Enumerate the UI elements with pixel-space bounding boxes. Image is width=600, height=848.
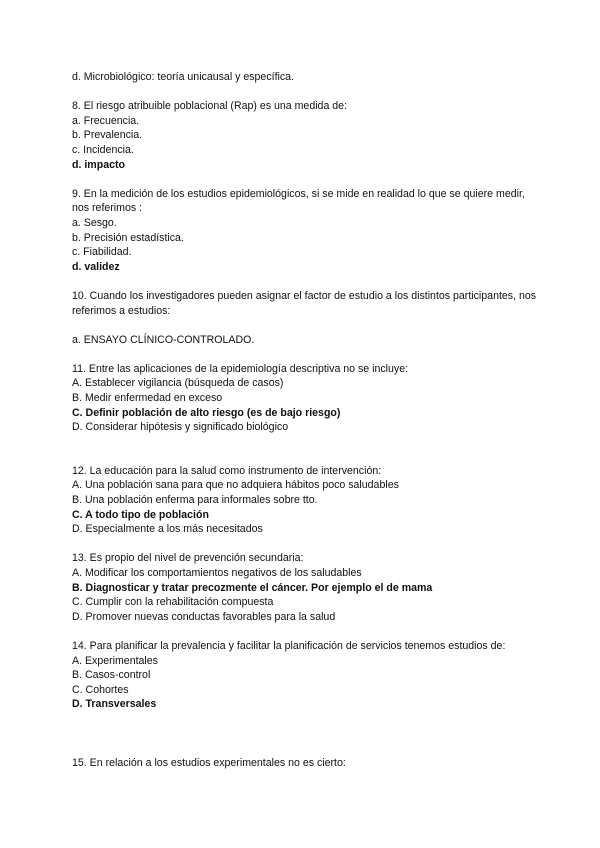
question-11: 11. Entre las aplicaciones de la epidemiología descriptiva no se incluye:	[72, 362, 409, 375]
option-line: C. Cumplir con la rehabilitación compuesta	[72, 596, 274, 609]
option-line: b. Prevalencia.	[72, 129, 143, 142]
option-line: B. Casos-control	[72, 669, 151, 682]
option-line: C. Cohortes	[72, 683, 129, 696]
option-line: D. Promover nuevas conductas favorables para la salud	[72, 610, 336, 623]
answer-line: d. Microbiológico: teoría unicausal y específica.	[72, 71, 294, 83]
correct-answer: C. A todo tipo de población	[72, 508, 209, 521]
correct-answer: d. validez	[72, 260, 120, 273]
option-line: a. Sesgo.	[72, 216, 117, 229]
option-line: A. Establecer vigilancia (búsqueda de casos)	[72, 377, 284, 390]
option-line: B. Medir enfermedad en exceso	[72, 392, 223, 405]
correct-answer: D. Transversales	[72, 698, 157, 711]
option-line: a. Frecuencia.	[72, 114, 140, 127]
question-13: 13. Es propio del nivel de prevención secundaria:	[72, 552, 304, 565]
document-page	[72, 70, 542, 771]
question-9: 9. En la medición de los estudios epidemiológicos, si se mide en realidad lo que se quiere medir, nos referimos :	[72, 187, 525, 215]
answer-line: a. ENSAYO CLÍNICO-CONTROLADO.	[72, 333, 255, 346]
question-12: 12. La educación para la salud como instrumento de intervención:	[72, 464, 382, 477]
question-8: 8. El riesgo atribuible poblacional (Rap) es una medida de:	[72, 100, 348, 113]
question-15: 15. En relación a los estudios experimentales no es cierto:	[72, 756, 346, 769]
correct-answer: C. Definir población de alto riesgo (es de bajo riesgo)	[72, 406, 341, 419]
option-line: B. Una población enferma para informales sobre tto.	[72, 494, 318, 507]
option-line: b. Precisión estadística.	[72, 231, 184, 244]
correct-answer: B. Diagnosticar y tratar precozmente el cáncer. Por ejemplo el de mama	[72, 581, 433, 594]
option-line: A. Modificar los comportamientos negativos de los saludables	[72, 567, 362, 579]
option-line: c. Incidencia.	[72, 143, 134, 156]
option-line: A. Experimentales	[72, 654, 158, 667]
option-line: D. Especialmente a los más necesitados	[72, 523, 263, 536]
correct-answer: d. impacto	[72, 158, 125, 171]
question-14: 14. Para planificar la prevalencia y facilitar la planificación de servicios tenemos estudios de:	[72, 639, 506, 652]
option-line: A. Una población sana para que no adquiera hábitos poco saludables	[72, 479, 399, 492]
option-line: D. Considerar hipótesis y significado biológico	[72, 421, 289, 434]
question-10: 10. Cuando los investigadores pueden asignar el factor de estudio a los distintos participantes, nos referimos a estudios:	[72, 289, 537, 317]
option-line: c. Fiabilidad.	[72, 246, 132, 259]
